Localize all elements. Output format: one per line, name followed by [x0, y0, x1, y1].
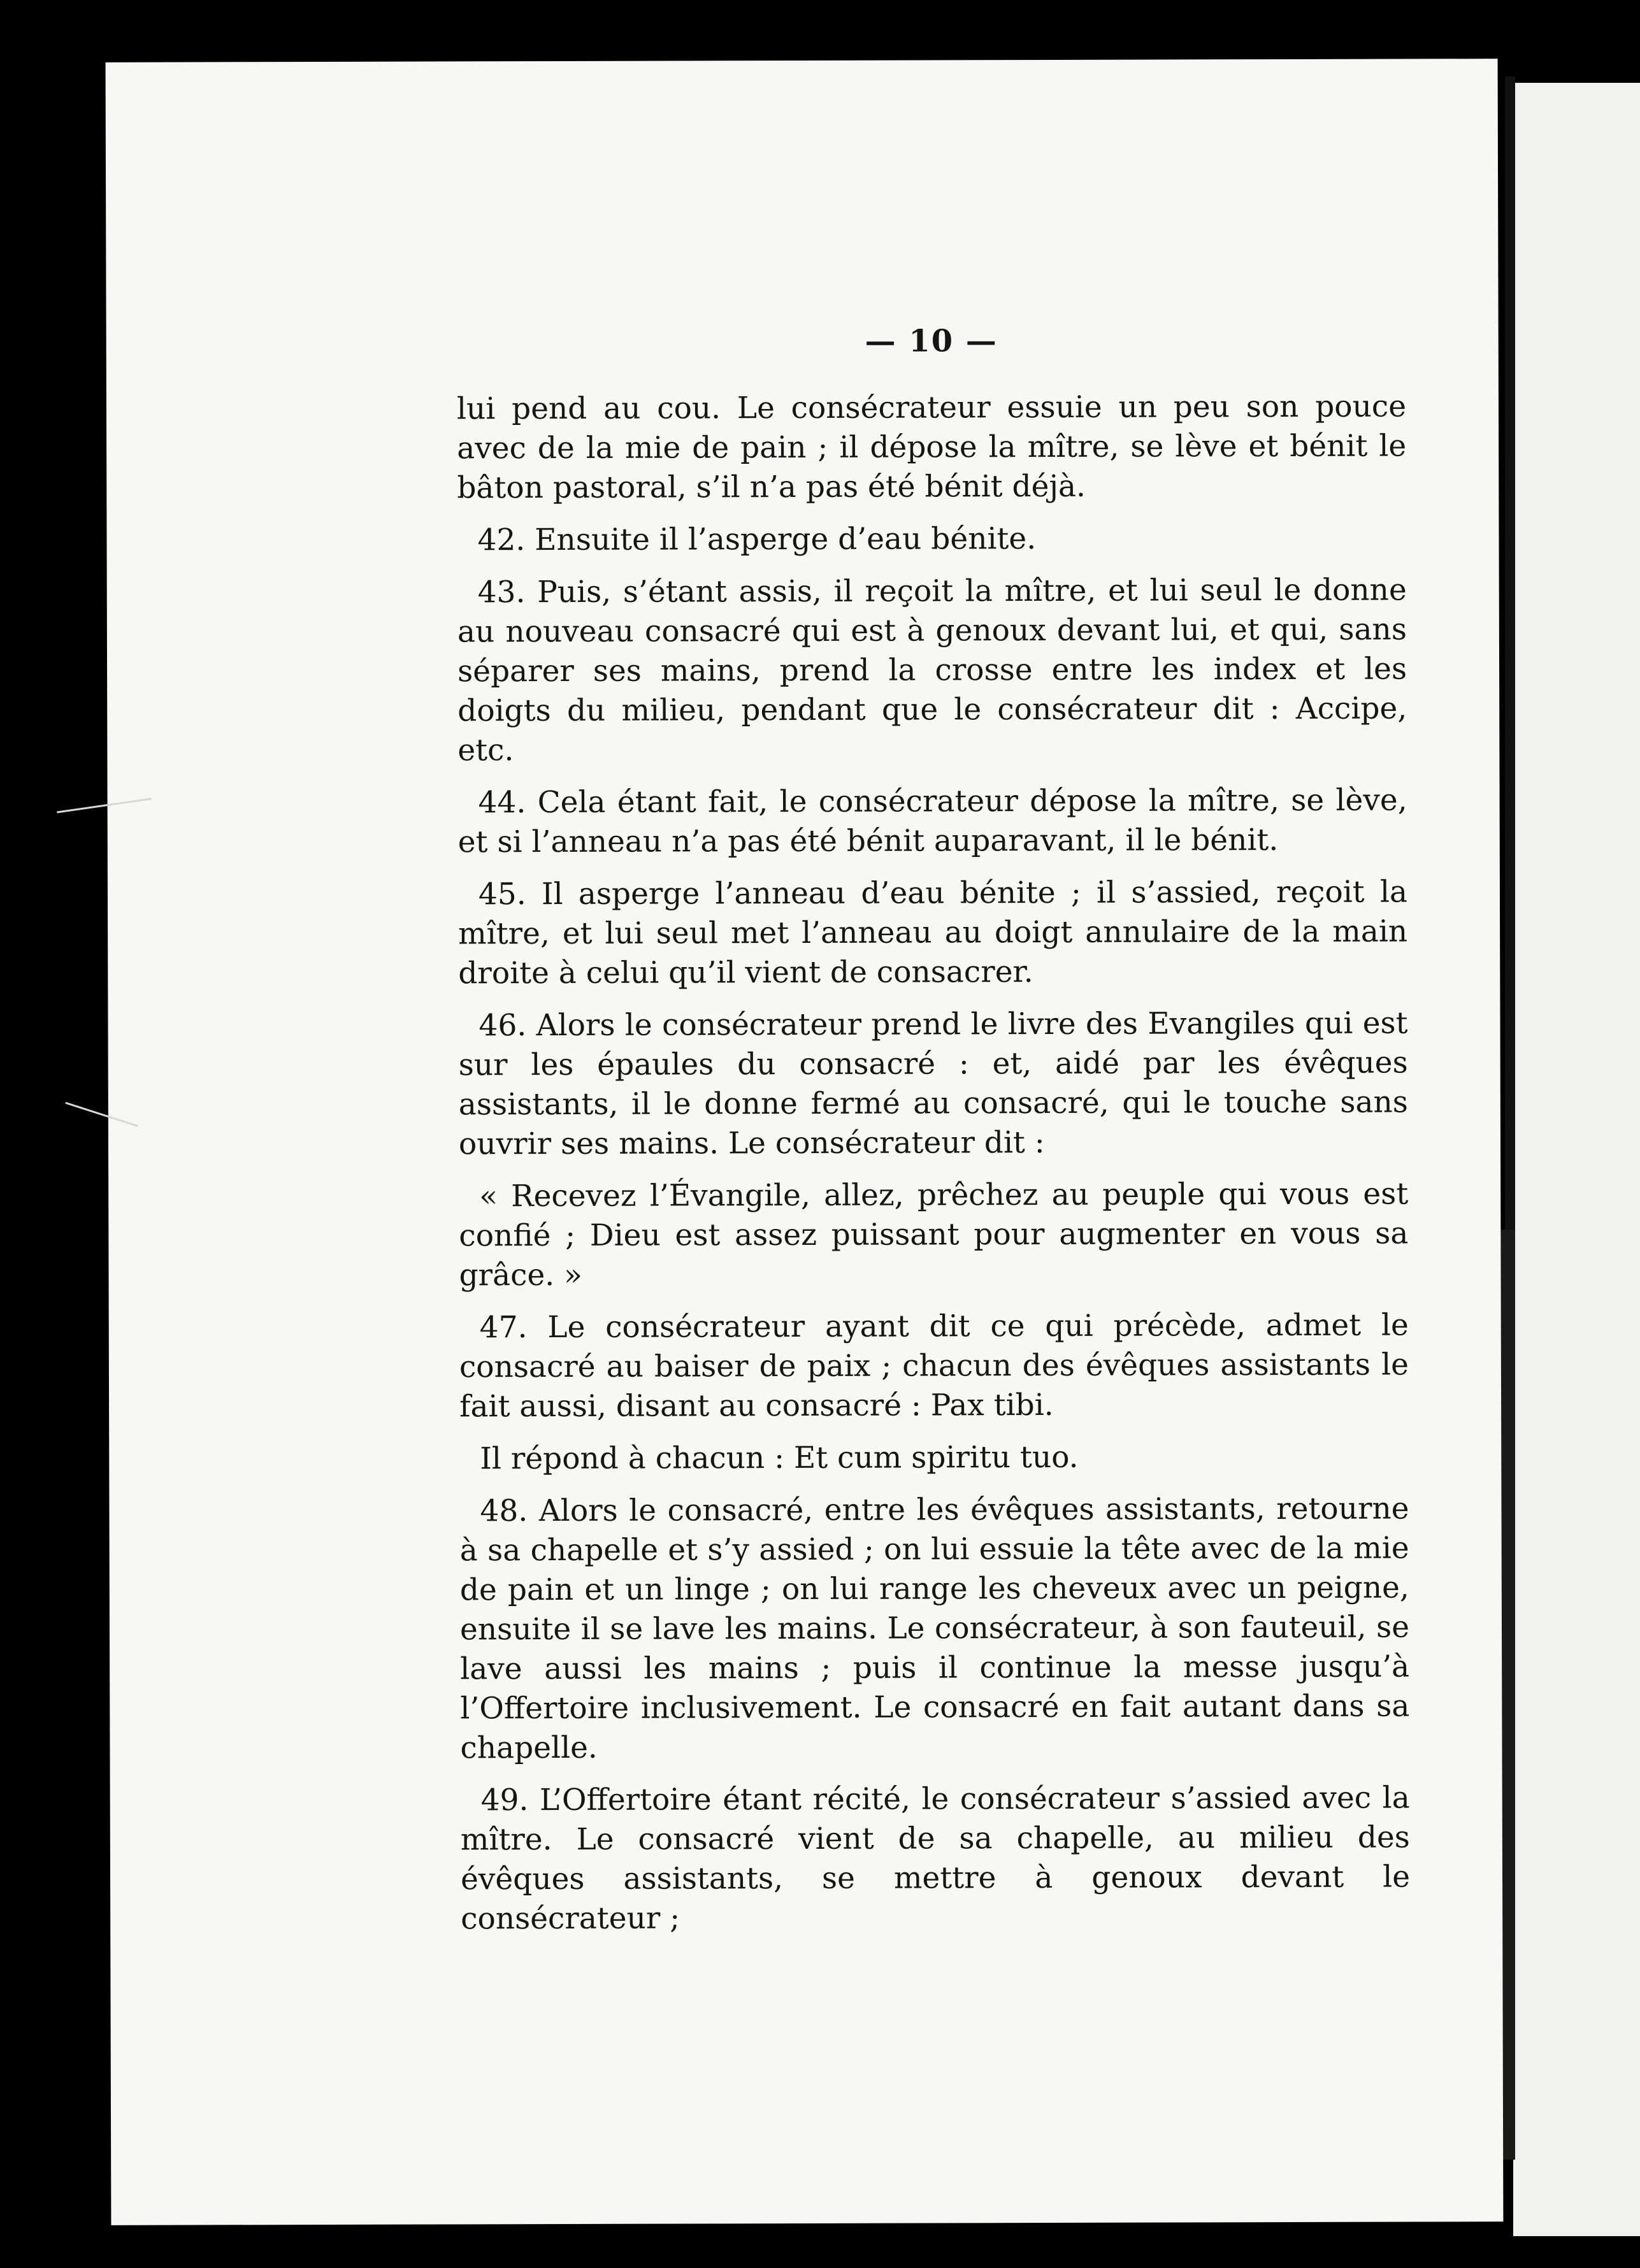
paragraph: 47. Le consécrateur ayant dit ce qui précède, admet le consacré au baiser de paix ; chacun des évêques assistants le fait aussi, disant au consacré : Pax tibi. [459, 1307, 1409, 1425]
quotation: « Recevez l’Évangile, allez, prêchez au peuple qui vous est confié ; Dieu est assez puissant pour augmenter en vous sa grâce. » [459, 1176, 1409, 1293]
adjacent-page-edge [1513, 83, 1640, 2236]
book-page [106, 59, 1504, 2225]
paragraph-list [457, 387, 1410, 1952]
margin-mark [57, 798, 152, 813]
paragraph: 49. L’Offertoire étant récité, le consécrateur s’assied avec la mître. Le consacré vient de sa chapelle, au milieu des évêques assistants, se mettre à genoux devant le consécrateur ; [460, 1780, 1411, 1937]
paragraph: lui pend au cou. Le consécrateur essuie un peu son pouce avec de la mie de pain ; il dépose la mître, se lève et bénit le bâton pastoral, s’il n’a pas été bénit déjà. [456, 389, 1407, 506]
paragraph: 48. Alors le consacré, entre les évêques assistants, retourne à sa chapelle et s’y assied ; on lui essuie la tête avec de la mie de pain et un linge ; on lui range les cheveux avec un peigne, ensuite il se lave les mains. Le consécrateur, à son fauteuil, se lave aussi les mains ; puis il continue la messe jusqu’à l’Offertoire inclusivement. Le consacré en fait autant dans sa chapelle. [459, 1491, 1410, 1766]
text-block [456, 59, 1411, 1937]
paragraph: 44. Cela étant fait, le consécrateur dépose la mître, se lève, et si l’anneau n’a pas été bénit auparavant, il le bénit. [457, 782, 1407, 860]
page-number: — 10 — [865, 323, 998, 359]
paragraph: 45. Il asperge l’anneau d’eau bénite ; il s’assied, reçoit la mître, et lui seul met l’anneau au doigt annulaire de la main droite à celui qu’il vient de consacrer. [458, 874, 1408, 991]
paragraph: 43. Puis, s’étant assis, il reçoit la mître, et lui seul le donne au nouveau consacré qui est à genoux devant lui, et qui, sans séparer ses mains, prend la crosse entre les index et les doigts du milieu, pendant que le consécrateur dit : Accipe, etc. [457, 572, 1407, 768]
paragraph: 46. Alors le consécrateur prend le livre des Evangiles qui est sur les épaules du consacré : et, aidé par les évêques assistants, il le donne fermé au consacré, qui le touche sans ouvrir ses mains. Le consécrateur dit : [458, 1005, 1408, 1162]
paragraph: 42. Ensuite il l’asperge d’eau bénite. [477, 521, 1037, 558]
paragraph: Il répond à chacun : Et cum spiritu tuo. [480, 1439, 1079, 1477]
margin-mark [65, 1102, 138, 1128]
